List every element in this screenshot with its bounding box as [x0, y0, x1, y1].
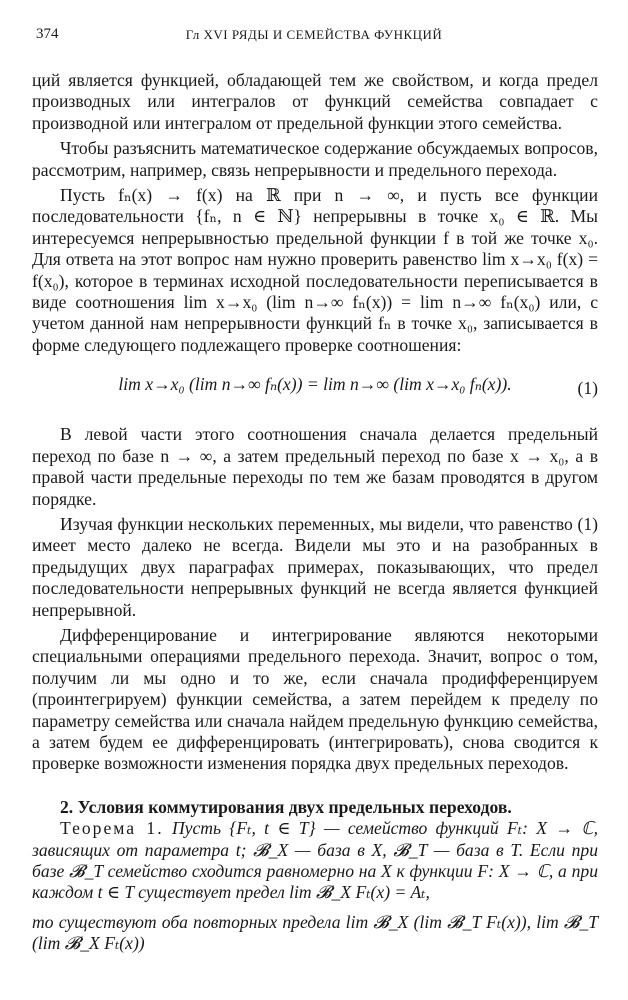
equation-1 — [32, 374, 598, 410]
paragraph-explanation: В левой части этого соотношения сначала делается предельный переход по базе n → ∞, а затем предельный переход по базе x → x₀, а в правой части предельные переходы по тем же базам проводятся в другом порядке. — [32, 424, 598, 509]
page-header — [36, 26, 592, 48]
paragraph-differentiation: Дифференцирование и интегрирование являются некоторыми специальными операциями предельного перехода. Значит, вопрос о том, получим ли мы одно и то же, если сначала продифференцируем (проинтегрируем) функции семейства, а затем перейдем к пределу по параметру семейства или сначала найдем предельную функцию семейства, а затем будем ее дифференцировать (интегрировать), снова сводится к проверке возможности изменения порядка двух предельных переходов. — [32, 624, 598, 774]
paragraph-several-variables: Изучая функции нескольких переменных, мы видели, что равенство (1) имеет место далеко не всегда. Видели мы это и на разобранных в предыдущих двух параграфах примерах, показывающих, что предел последовательности непрерывных функций не всегда является функцией непрерывной. — [32, 513, 598, 620]
theorem-text: Пусть {Fₜ, t ∈ T} — семейство функций Fₜ: X → ℂ, зависящих от параметра t; 𝓑_X — база в X, 𝓑_T — база в T. Если при базе 𝓑_T семейство сходится равномерно на X к функции F: X → ℂ, а при каждом t ∈ T существует предел lim 𝓑_X Fₜ(x) = Aₜ, — [32, 818, 598, 903]
section-title: 2. Условия коммутирования двух предельных переходов. — [60, 796, 512, 817]
equation-1-number: (1) — [577, 378, 598, 399]
running-head: Гл XVI РЯДЫ И СЕМЕЙСТВА ФУНКЦИЙ — [185, 27, 443, 42]
page-number: 374 — [36, 26, 59, 42]
paragraph-continuation: ций является функцией, обладающей тем же свойством, и когда предел производных или интегралов от функций семейства совпадает с производной или интегралом от предельной функции этого семейства. — [32, 70, 598, 133]
paragraph-continuity: Пусть fₙ(x) → f(x) на ℝ при n → ∞, и пусть все функции последовательности {fₙ, n ∈ ℕ} непрерывны в точке x₀ ∈ ℝ. Мы интересуемся непрерывностью предельной функции f в той же точке x₀. Для ответа на этот вопрос нам нужно проверить равенство lim x→x₀ f(x) = f(x₀), которое в терминах исходной последовательности переписывается в виде соотношения lim x→x₀ (lim n→∞ fₙ(x)) = lim n→∞ fₙ(x₀) или, с учетом данной нам непрерывности функций fₙ в точке x₀, записывается в форме следующего подлежащего проверке соотношения: — [32, 185, 598, 355]
theorem-last-line: то существуют оба повторных предела lim 𝓑_X (lim 𝓑_T Fₜ(x)), lim 𝓑_T (lim 𝓑_X Fₜ(x)) — [32, 911, 598, 954]
page-body — [32, 70, 598, 955]
theorem-label: Теорема 1. — [60, 818, 164, 839]
theorem-1 — [32, 818, 598, 904]
equation-1-formula: lim x→x₀ (lim n→∞ fₙ(x)) = lim n→∞ (lim x→x₀ fₙ(x)). — [118, 374, 512, 395]
paragraph-intro: Чтобы разъяснить математическое содержание обсуждаемых вопросов, рассмотрим, например, связь непрерывности и предельного перехода. — [32, 138, 598, 180]
